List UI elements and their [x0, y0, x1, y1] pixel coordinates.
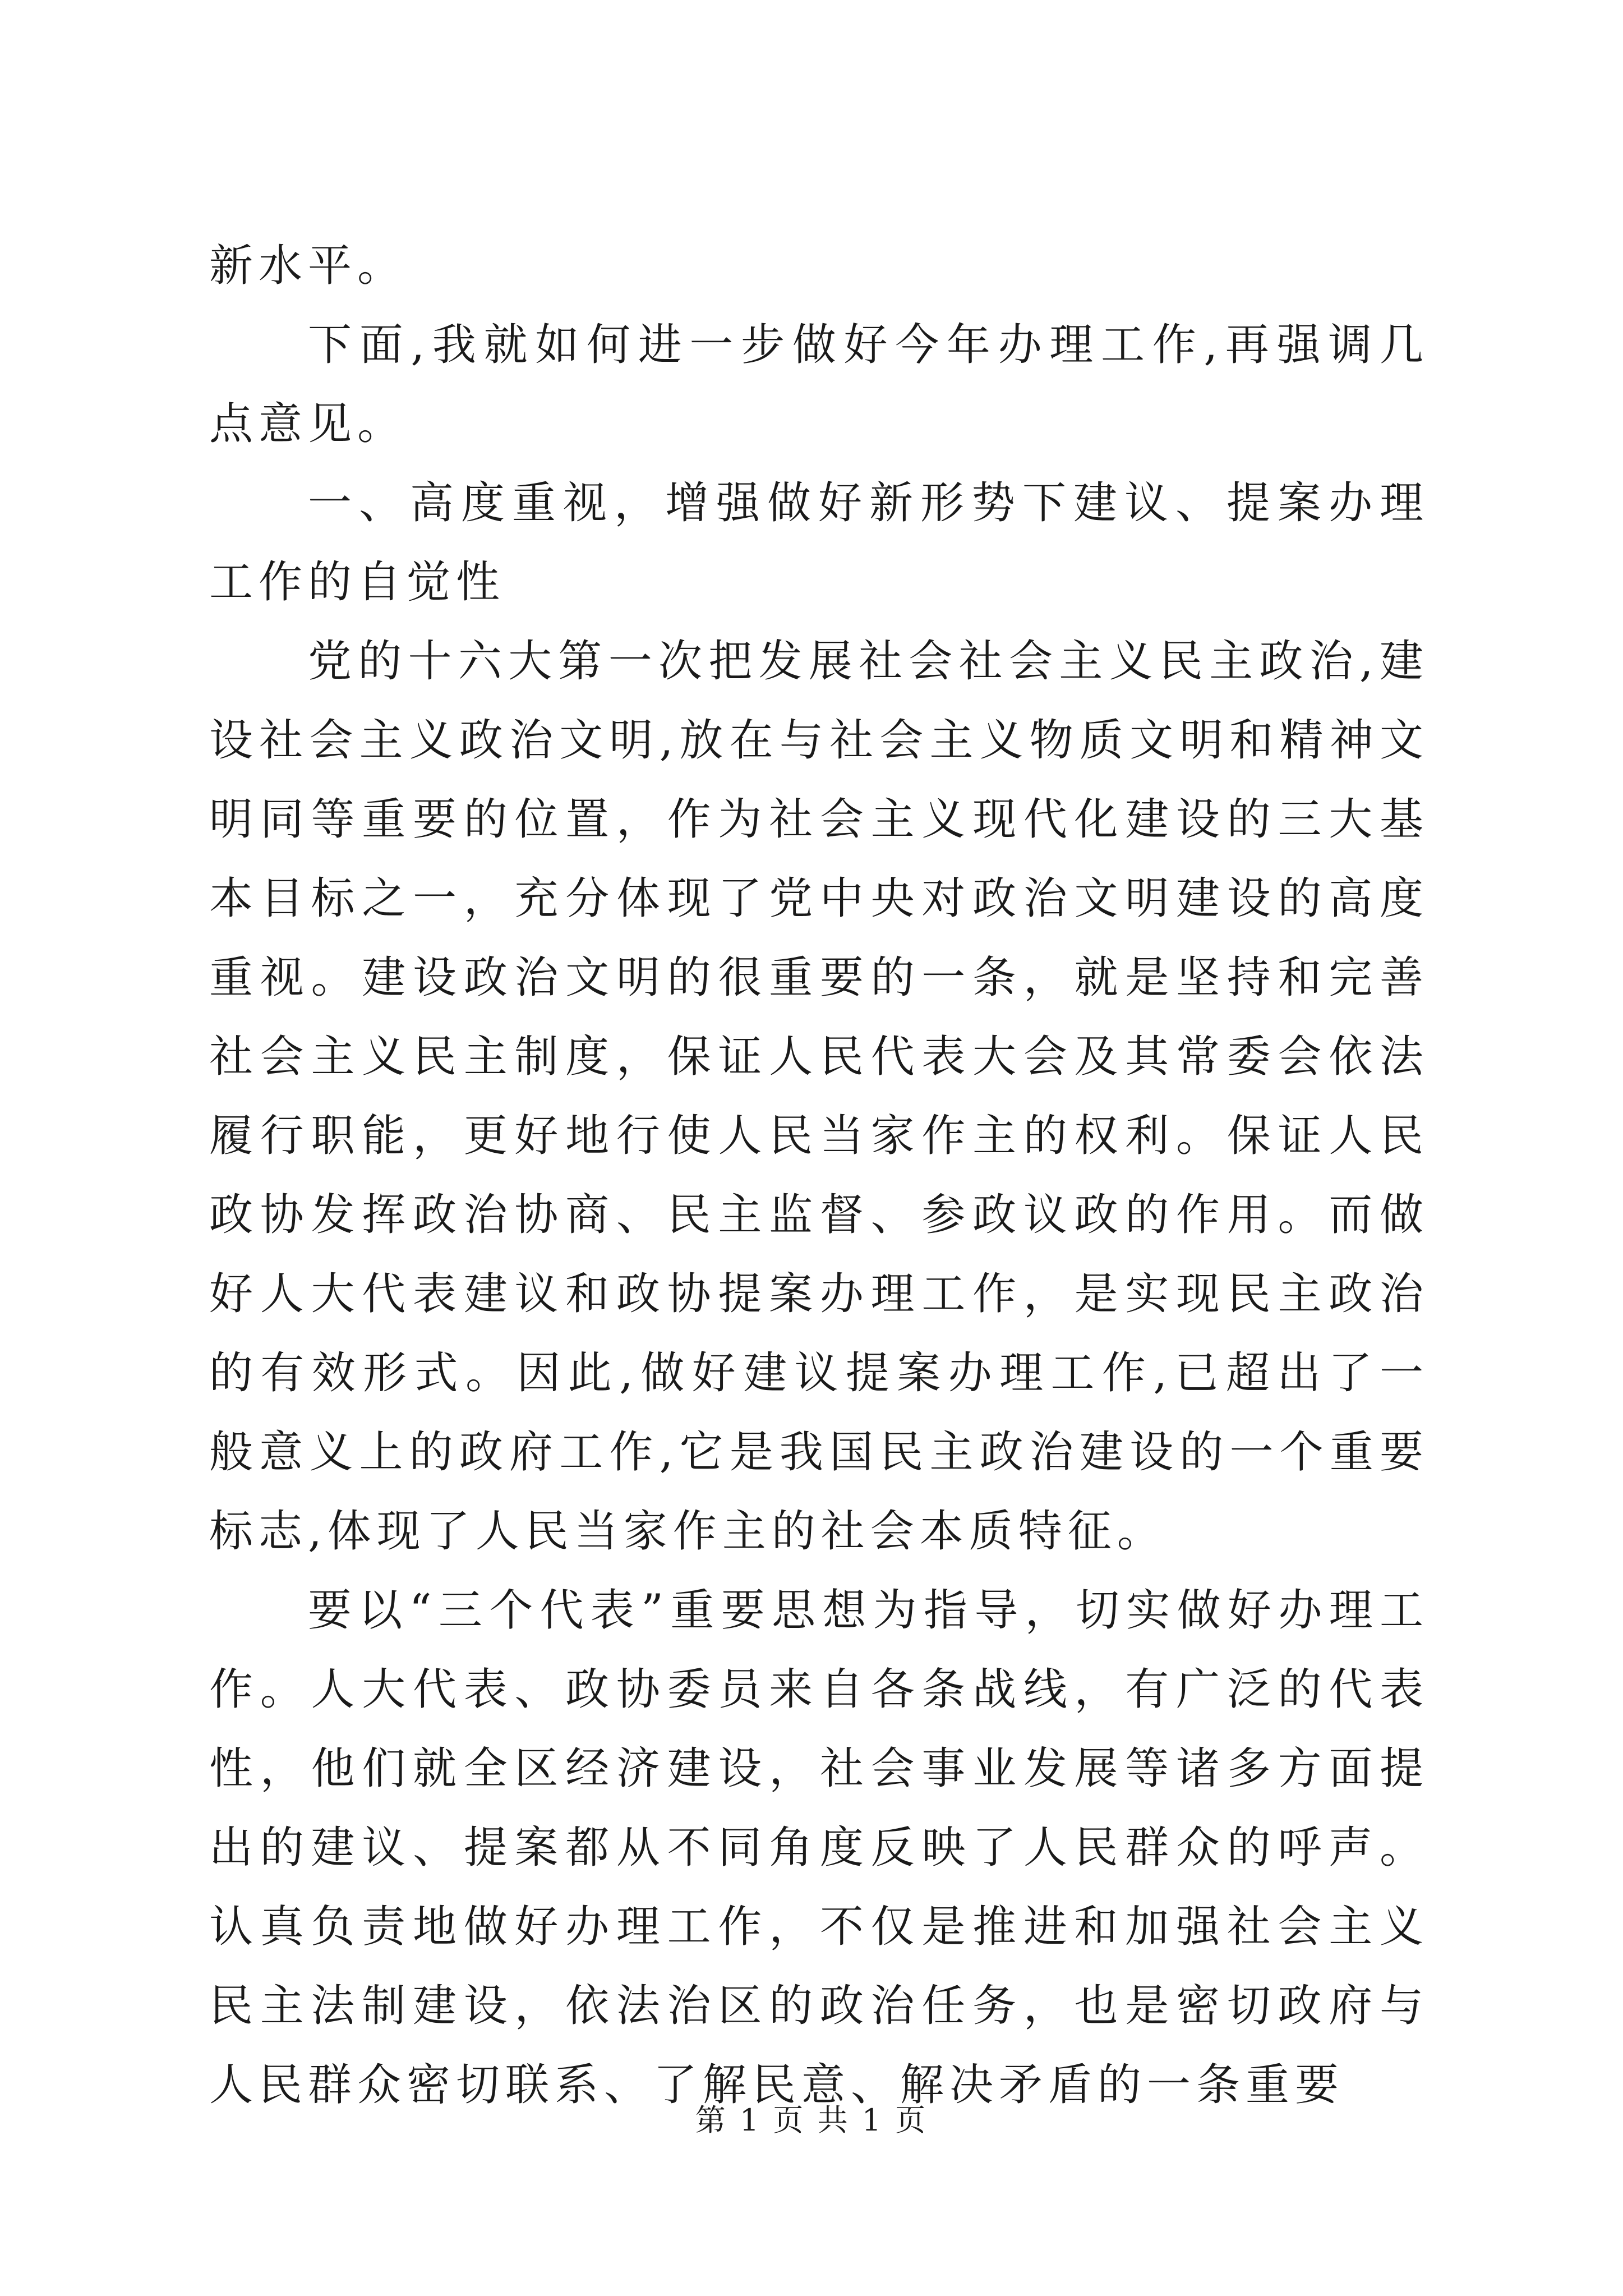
paragraph-continuation: 新水平。	[209, 241, 407, 291]
body-text	[209, 227, 1429, 2125]
paragraph-intro: 下面,我就如何进一步做好今年办理工作,再强调几点意见。	[209, 320, 1429, 449]
section-heading: 一、高度重视，增强做好新形势下建议、提案办理工作的自觉性	[209, 478, 1429, 608]
paragraph-political-civilization: 党的十六大第一次把发展社会社会主义民主政治,建设社会主义政治文明,放在与社会主义物质文明和精神文明同等重要的位置，作为社会主义现代化建设的三大基本目标之一，充分体现了党中央对政治文明建设的高度重视。建设政治文明的很重要的一条，就是坚持和完善社会主义民主制度，保证人民代表大会及其常委会依法履行职能，更好地行使人民当家作主的权利。保证人民政协发挥政治协商、民主监督、参政议政的作用。而做好人大代表建议和政协提案办理工作，是实现民主政治的有效形式。因此,做好建议提案办理工作,已超出了一般意义上的政府工作,它是我国民主政治建设的一个重要标志,体现了人民当家作主的社会本质特征。	[209, 636, 1429, 1557]
page-footer: 第 1 页 共 1 页	[695, 2102, 928, 2138]
paragraph-three-represents: 要以“三个代表”重要思想为指导，切实做好办理工作。人大代表、政协委员来自各条战线，有广泛的代表性，他们就全区经济建设，社会事业发展等诸多方面提出的建议、提案都从不同角度反映了人民群众的呼声。认真负责地做好办理工作，不仅是推进和加强社会主义民主法制建设，依法治区的政治任务，也是密切政府与人民群众密切联系、了解民意、解决矛盾的一条重要	[209, 1585, 1429, 2110]
